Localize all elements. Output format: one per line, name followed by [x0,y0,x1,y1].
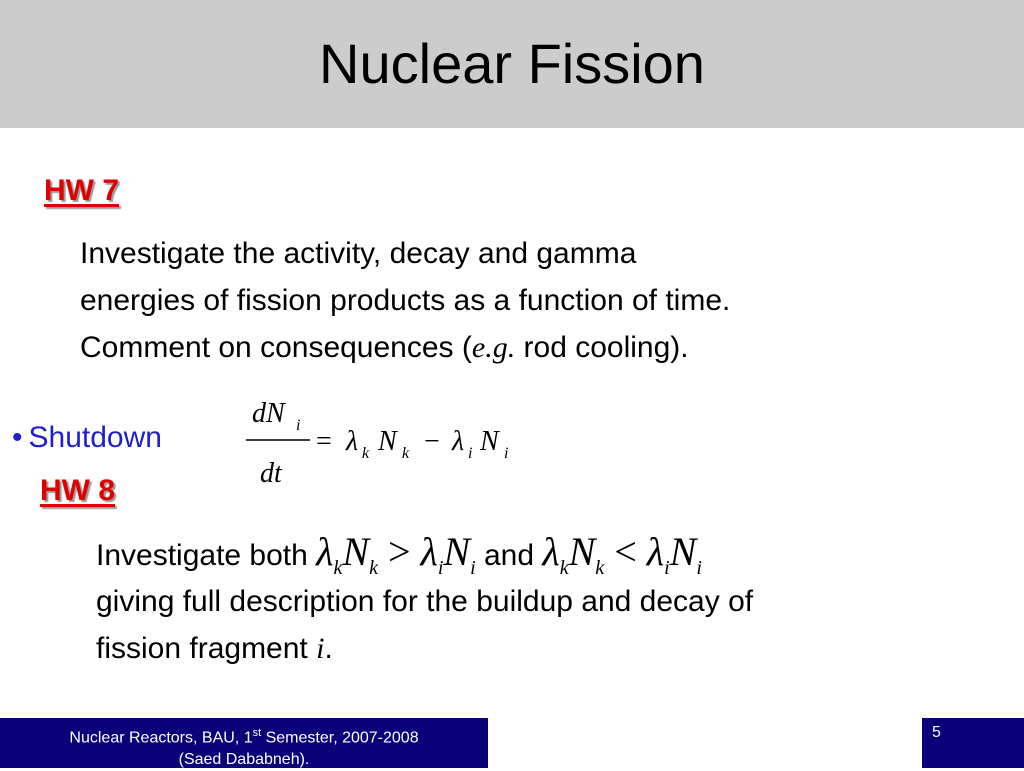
fragment-var: i [316,632,325,665]
eg-abbrev: e.g. [471,331,516,364]
hw8-label: HW 8 [40,474,115,507]
hw7-line-3 [80,324,730,371]
eq-lambda-k-sub: k [362,445,370,462]
hw7-line-2: energies of fission products as a function of time. [80,284,731,317]
shutdown-label: Shutdown [28,421,162,454]
eq-lambda-k: λ [346,426,359,457]
condition-greater: $\lambda_kN_k > \lambda_iN_i$ [316,529,476,579]
eq-minus: − [424,426,440,457]
hw8-line-1-start: Investigate both [96,539,317,572]
hw8-line-3-start: fission fragment [96,632,317,665]
eq-lambda-i: λ [452,426,465,457]
hw8-and: and [475,539,543,572]
eq-lambda-i-sub: i [468,445,473,462]
eq-N-k-sub: k [402,445,410,462]
slide-title: Nuclear Fission [319,32,705,95]
hw8-line-2: giving full description for the buildup and decay of [96,585,754,618]
eq-denominator: dt [260,458,282,489]
shutdown-bullet [12,418,162,458]
shutdown-equation [240,392,540,492]
footer-page-box [922,718,1024,768]
footer-course-info [0,718,488,768]
eq-N-i: N [480,426,499,457]
footer-author: (Saed Dababneh). [178,751,310,769]
bullet-dot: • [12,421,23,454]
eq-equals: = [316,426,332,457]
hw8-description [96,578,753,672]
hw8-line-3 [96,625,753,672]
eq-N-i-sub: i [504,445,509,462]
footer-course-line: Nuclear Reactors, BAU, 1st Semester, 2007-2008 [69,727,419,747]
hw7-description [80,230,730,371]
eq-N-k: N [378,426,397,457]
condition-less: $\lambda_kN_k < \lambda_iN_i$ [542,529,702,579]
hw7-line-1: Investigate the activity, decay and gamma [80,237,637,270]
hw7-line-3-start: Comment on consequences ( [80,331,472,364]
hw7-label: HW 7 [44,174,119,207]
page-number: 5 [932,724,941,741]
eq-numerator: dN [252,398,285,429]
hw7-line-3-end: rod cooling). [515,331,689,364]
hw8-line-3-end: . [324,632,333,665]
eq-numerator-sub: i [296,417,301,434]
